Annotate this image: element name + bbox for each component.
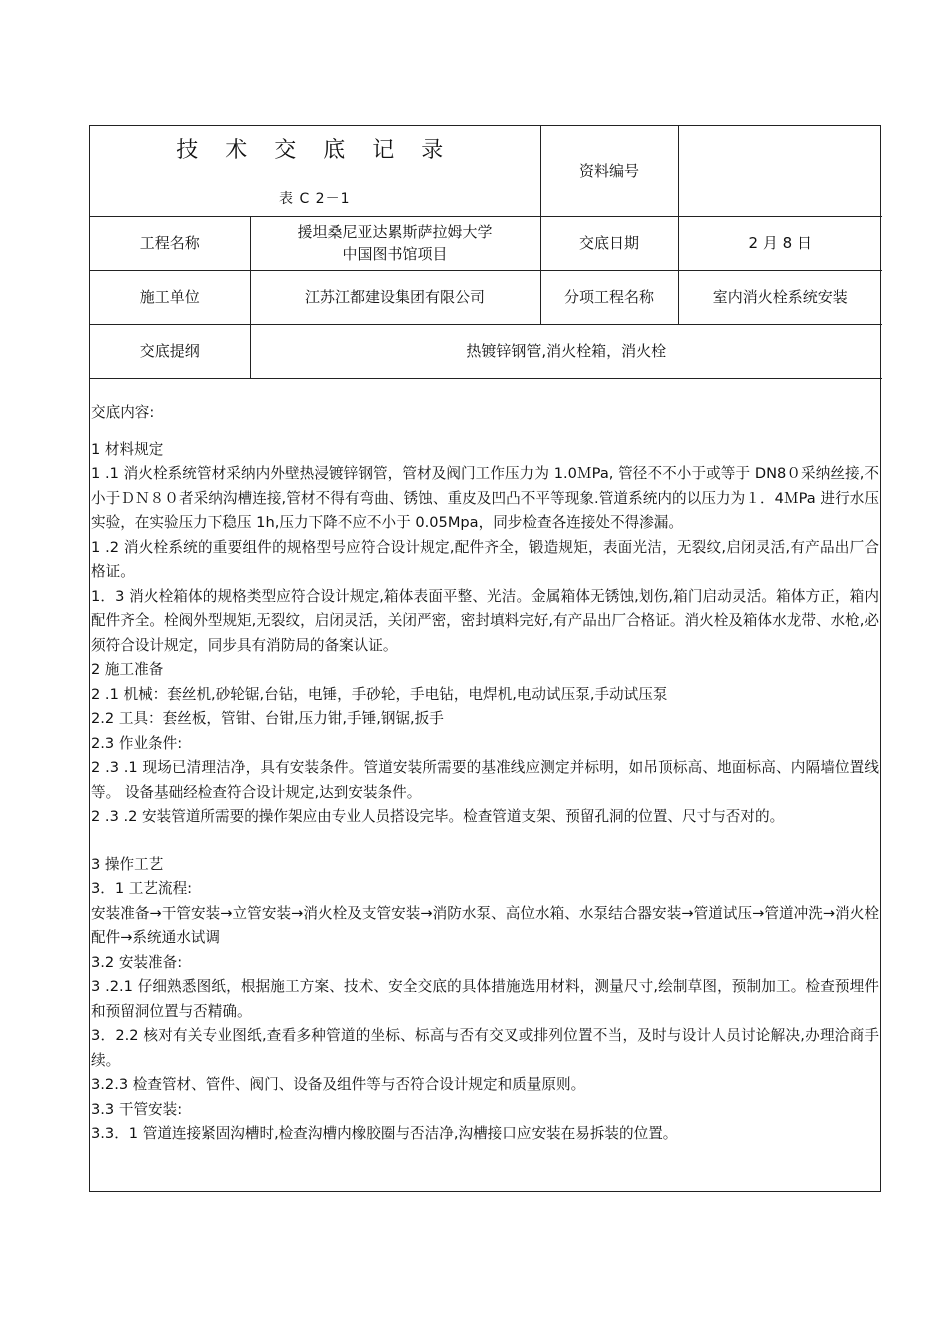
- subitem-label: 分项工程名称: [540, 270, 678, 324]
- form-number: 表 C 2－1: [279, 191, 351, 207]
- section-heading-2: 2 施工准备: [91, 661, 164, 678]
- paragraph-2-3-2: 2 .3 .2 安装管道所需要的操作架应由专业人员搭设完毕。检查管道支架、预留孔洞的位置、尺寸与否对的。: [91, 808, 785, 825]
- header-table: [90, 126, 882, 379]
- form-title: 技 术 交 底 记 录: [176, 138, 454, 163]
- subitem-value: 室内消火栓系统安装: [678, 270, 882, 324]
- outline-value: 热镀锌钢管,消火栓箱，消火栓: [250, 324, 882, 378]
- paragraph-2-3-1: 2 .3 .1 现场已清理洁净，具有安装条件。管道安装所需要的基准线应测定并标明，如吊顶标高、地面标高、内隔墙位置线等。 设备基础经检查符合设计规定,达到安装条件。: [91, 759, 879, 801]
- paragraph-3-2-1: 3 .2.1 仔细熟悉图纸，根据施工方案、技术、安全交底的具体措施选用材料，测量尺寸,绘制草图，预制加工。检查预埋件和预留洞位置与否精确。: [91, 978, 879, 1020]
- paragraph-3-2-2: 3．2.2 核对有关专业图纸,查看多种管道的坐标、标高与否有交叉或排列位置不当，及时与设计人员讨论解决,办理洽商手续。: [91, 1027, 879, 1069]
- paragraph-2-2: 2.2 工具：套丝板，管钳、台钳,压力钳,手锤,钢锯,扳手: [91, 710, 444, 727]
- paragraph-3-2: 3.2 安装准备:: [91, 953, 183, 971]
- paragraph-3-1: 3．1 工艺流程:: [91, 880, 193, 897]
- paragraph-3-1-flow: 安装准备→干管安装→立管安装→消火栓及支管安装→消防水泵、高位水箱、水泵结合器安装→管道试压→管道冲洗→消火栓配件→系统通水试调: [91, 904, 879, 946]
- date-label: 交底日期: [540, 216, 678, 270]
- outline-label: 交底提纲: [90, 324, 250, 378]
- contractor-value: 江苏江都建设集团有限公司: [250, 270, 540, 324]
- date-value: 2 月 8 日: [678, 216, 882, 270]
- tech-disclosure-form: [89, 125, 881, 1192]
- paragraph-2-1: 2 .1 机械：套丝机,砂轮锯,台钻，电锤，手砂轮，手电钻，电焊机,电动试压泵,手动试压泵: [91, 685, 668, 703]
- disclosure-content: [90, 378, 880, 1147]
- paragraph-3-3: 3.3 干管安装:: [91, 1100, 183, 1118]
- section-heading-3: 3 操作工艺: [91, 855, 164, 873]
- project-name-line-1: 援坦桑尼亚达累斯萨拉姆大学: [297, 223, 493, 241]
- project-name-line-2: 中国图书馆项目: [342, 245, 448, 263]
- doc-no-label: 资料编号: [540, 126, 678, 216]
- project-name-value: [250, 216, 540, 270]
- section-heading-1: 1 材料规定: [91, 440, 164, 458]
- paragraph-2-3: 2.3 作业条件:: [91, 734, 183, 752]
- title-cell: [90, 126, 540, 216]
- paragraph-3-2-3: 3.2.3 检查管材、管件、阀门、设备及组件等与否符合设计规定和质量原则。: [91, 1076, 586, 1093]
- content-label: 交底内容:: [91, 404, 155, 421]
- paragraph-3-3-1: 3.3．1 管道连接紧固沟槽时,检查沟槽内橡胶圈与否洁净,沟槽接口应安装在易拆装的位置。: [91, 1125, 678, 1142]
- project-name-label: 工程名称: [90, 216, 250, 270]
- paragraph-1-2: 1 .2 消火栓系统的重要组件的规格型号应符合设计规定,配件齐全，锻造规矩，表面光洁，无裂纹,启闭灵活,有产品出厂合格证。: [91, 538, 879, 580]
- paragraph-1-1: 1 .1 消火栓系统管材采纳内外壁热浸镀锌钢管，管材及阀门工作压力为 1.0ＭPa, 管径不不小于或等于 DN8０采纳丝接,不小于ＤＮ８０者采纳沟槽连接,管材不得有弯曲、锈蚀、重皮及凹凸不平等现象.管道系统内的以压力为１．4ＭPa 进行水压实验，在实验压力下稳压 1h,压力下降不应不小于 0.05Mpa，同步检查各连接处不得渗漏。: [91, 465, 879, 531]
- paragraph-1-3: 1．3 消火栓箱体的规格类型应符合设计规定,箱体表面平整、光洁。金属箱体无锈蚀,划伤,箱门启动灵活。箱体方正，箱内配件齐全。栓阀外型规矩,无裂纹，启闭灵活，关闭严密，密封填料完好,有产品出厂合格证。消火栓及箱体水龙带、水枪,必须符合设计规定，同步具有消防局的备案认证。: [91, 587, 879, 654]
- contractor-label: 施工单位: [90, 270, 250, 324]
- doc-no-value: [678, 126, 882, 216]
